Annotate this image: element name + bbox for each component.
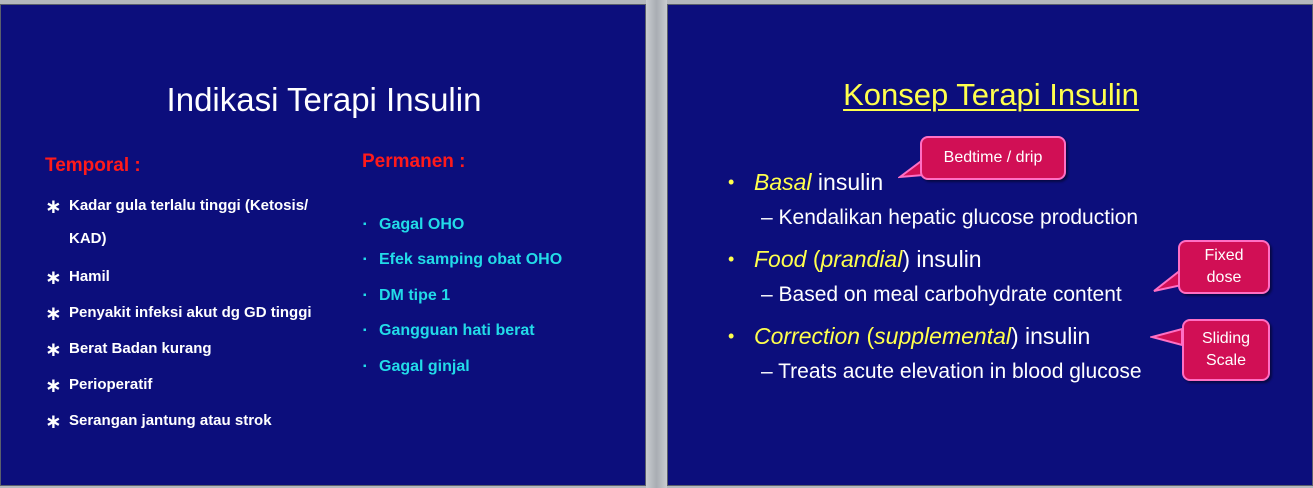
- callout-text: Sliding: [1201, 330, 1251, 347]
- list-item-text: DM tipe 1: [379, 287, 451, 304]
- list-item-text: Efek samping obat OHO: [379, 251, 563, 268]
- list-item: [363, 322, 535, 340]
- square-bullet-icon: ▪: [363, 361, 367, 372]
- list-item: [363, 287, 450, 305]
- sub-bullet: – Treats acute elevation in blood glucose: [761, 360, 1142, 383]
- slide-thumbnail-2[interactable]: [667, 4, 1313, 486]
- list-item-text: Gangguan hati berat: [379, 322, 535, 339]
- italic-term: Food: [754, 246, 807, 272]
- sub-bullet: – Based on meal carbohydrate content: [761, 283, 1122, 306]
- list-item: [45, 409, 272, 434]
- callout-text: Fixed: [1204, 247, 1244, 264]
- italic-term: Correction: [754, 323, 861, 349]
- asterisk-bullet-icon: ∗: [45, 375, 62, 397]
- dot-bullet-icon: •: [728, 326, 735, 346]
- list-item: [363, 358, 470, 376]
- dot-bullet-icon: •: [728, 172, 735, 192]
- italic-term-2: supplemental: [874, 323, 1011, 349]
- permanen-heading: Permanen :: [362, 151, 466, 172]
- callout-bedtime: [920, 136, 1066, 180]
- list-item: [45, 265, 110, 290]
- list-item: [363, 251, 562, 269]
- callout-text: Scale: [1205, 352, 1247, 369]
- dot-bullet-icon: •: [728, 249, 735, 269]
- square-bullet-icon: ▪: [363, 290, 367, 301]
- bullet-rest: ) insulin: [902, 246, 982, 272]
- list-item-text: Serangan jantung atau strok: [69, 412, 272, 429]
- temporal-heading: Temporal :: [45, 155, 141, 176]
- bullet-basal: [728, 169, 883, 196]
- list-item: [45, 194, 308, 219]
- list-item-continuation: [45, 230, 107, 247]
- callout-text: Bedtime / drip: [943, 149, 1043, 166]
- slide-panel-divider: [646, 0, 667, 488]
- slide-title: Indikasi Terapi Insulin: [166, 81, 482, 118]
- square-bullet-icon: ▪: [363, 325, 367, 336]
- callout-fixed-dose: [1178, 240, 1270, 294]
- list-item-text: Gagal OHO: [379, 216, 465, 233]
- callout-tail-icon: [1150, 325, 1184, 349]
- list-item: [363, 216, 464, 234]
- list-item-text: KAD): [69, 230, 107, 247]
- callout-sliding-scale: [1182, 319, 1270, 381]
- paren-open: (: [806, 246, 821, 272]
- square-bullet-icon: ▪: [363, 254, 367, 265]
- list-item: [45, 301, 312, 326]
- asterisk-bullet-icon: ∗: [45, 339, 62, 361]
- list-item-text: Berat Badan kurang: [69, 340, 212, 357]
- list-item: [45, 337, 212, 362]
- list-item-text: Perioperatif: [69, 376, 153, 393]
- asterisk-bullet-icon: ∗: [45, 267, 62, 289]
- bullet-food: [728, 246, 982, 273]
- bullet-correction: [728, 323, 1090, 350]
- italic-term-2: prandial: [820, 246, 903, 272]
- list-item-text: Kadar gula terlalu tinggi (Ketosis/: [69, 197, 309, 214]
- asterisk-bullet-icon: ∗: [45, 411, 62, 433]
- bullet-rest: insulin: [811, 169, 884, 195]
- list-item: [45, 373, 152, 398]
- paren-open: (: [860, 323, 875, 349]
- bullet-rest: ) insulin: [1010, 323, 1091, 349]
- square-bullet-icon: ▪: [363, 219, 367, 230]
- list-item-text: Gagal ginjal: [379, 358, 470, 375]
- asterisk-bullet-icon: ∗: [45, 196, 62, 218]
- callout-text: dose: [1206, 269, 1242, 286]
- slide-thumbnail-1[interactable]: [0, 4, 646, 486]
- asterisk-bullet-icon: ∗: [45, 303, 62, 325]
- italic-term: Basal: [754, 169, 812, 195]
- slide-title: Konsep Terapi Insulin: [843, 77, 1139, 112]
- sub-bullet: – Kendalikan hepatic glucose production: [761, 206, 1139, 229]
- list-item-text: Hamil: [69, 268, 110, 285]
- list-item-text: Penyakit infeksi akut dg GD tinggi: [69, 304, 312, 321]
